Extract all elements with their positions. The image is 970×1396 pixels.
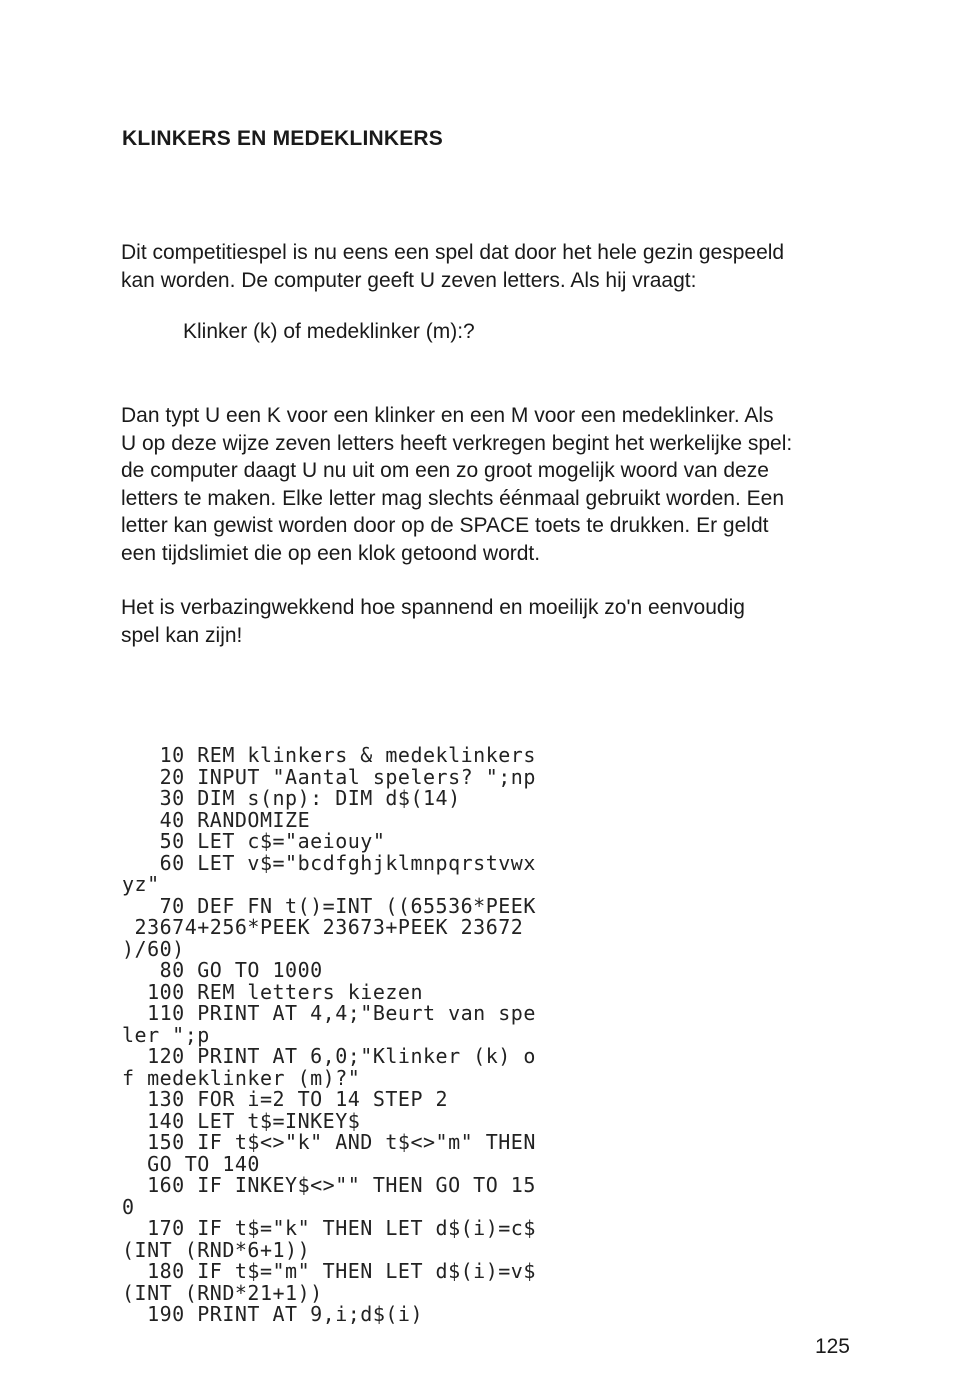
- listing-line: 60 LET v$="bcdfghjklmnpqrstvwx: [122, 850, 536, 875]
- listing-line: 160 IF INKEY$<>"" THEN GO TO 15: [122, 1173, 536, 1197]
- listing-line: f medeklinker (m)?": [122, 1065, 361, 1090]
- page-number: 125: [814, 1335, 850, 1358]
- listing-line: (INT (RND*21+1)): [122, 1280, 323, 1305]
- basic-program-listing: [122, 745, 536, 1326]
- listing-line: 140 LET t$=INKEY$: [122, 1108, 361, 1133]
- page-title: KLINKERS EN MEDEKLINKERS: [122, 127, 443, 150]
- listing-line: 10 REM klinkers & medeklinkers: [122, 743, 536, 767]
- listing-line: 120 PRINT AT 6,0;"Klinker (k) o: [122, 1044, 536, 1068]
- listing-line: 50 LET c$="aeiouy": [122, 829, 386, 853]
- listing-line: 0: [122, 1194, 135, 1219]
- listing-line: 110 PRINT AT 4,4;"Beurt van spe: [122, 1001, 536, 1025]
- listing-line: 40 RANDOMIZE: [122, 807, 311, 832]
- listing-line: GO TO 140: [122, 1151, 260, 1176]
- listing-line: 30 DIM s(np): DIM d$(14): [122, 786, 461, 810]
- listing-line: 190 PRINT AT 9,i;d$(i): [122, 1302, 423, 1326]
- listing-line: 70 DEF FN t()=INT ((65536*PEEK: [122, 893, 536, 918]
- prompt-quote: Klinker (k) of medeklinker (m):?: [183, 320, 475, 343]
- closing-paragraph: Het is verbazingwekkend hoe spannend en moeilijk zo'n eenvoudig spel kan zijn!: [121, 596, 745, 647]
- rules-paragraph: Dan typt U een K voor een klinker en een M voor een medeklinker. Als U op deze wijze zeven letters heeft verkregen begint het werkelijke spel: de computer daagt U nu uit om een zo groot mogelijk woord van deze letters te maken. Elke letter mag slechts éénmaal gebruikt worden. Een letter kan gewist worden door op de SPACE toets te drukken. Er geldt een tijdslimiet die op een klok getoond wordt.: [121, 404, 793, 565]
- listing-line: ler ";p: [122, 1022, 210, 1047]
- listing-line: 20 INPUT "Aantal spelers? ";np: [122, 764, 536, 789]
- listing-line: 100 REM letters kiezen: [122, 979, 423, 1004]
- listing-line: 23674+256*PEEK 23673+PEEK 23672: [122, 915, 524, 939]
- listing-line: )/60): [122, 936, 185, 961]
- listing-line: 180 IF t$="m" THEN LET d$(i)=v$: [122, 1259, 536, 1283]
- listing-line: 170 IF t$="k" THEN LET d$(i)=c$: [122, 1216, 536, 1240]
- listing-line: 150 IF t$<>"k" AND t$<>"m" THEN: [122, 1130, 536, 1154]
- listing-line: yz": [122, 872, 160, 896]
- listing-line: 80 GO TO 1000: [122, 958, 323, 982]
- intro-paragraph: Dit competitiespel is nu eens een spel dat door het hele gezin gespeeld kan worden. De computer geeft U zeven letters. Als hij vraagt:: [121, 241, 785, 292]
- listing-line: 130 FOR i=2 TO 14 STEP 2: [122, 1087, 449, 1111]
- listing-line: (INT (RND*6+1)): [122, 1237, 311, 1262]
